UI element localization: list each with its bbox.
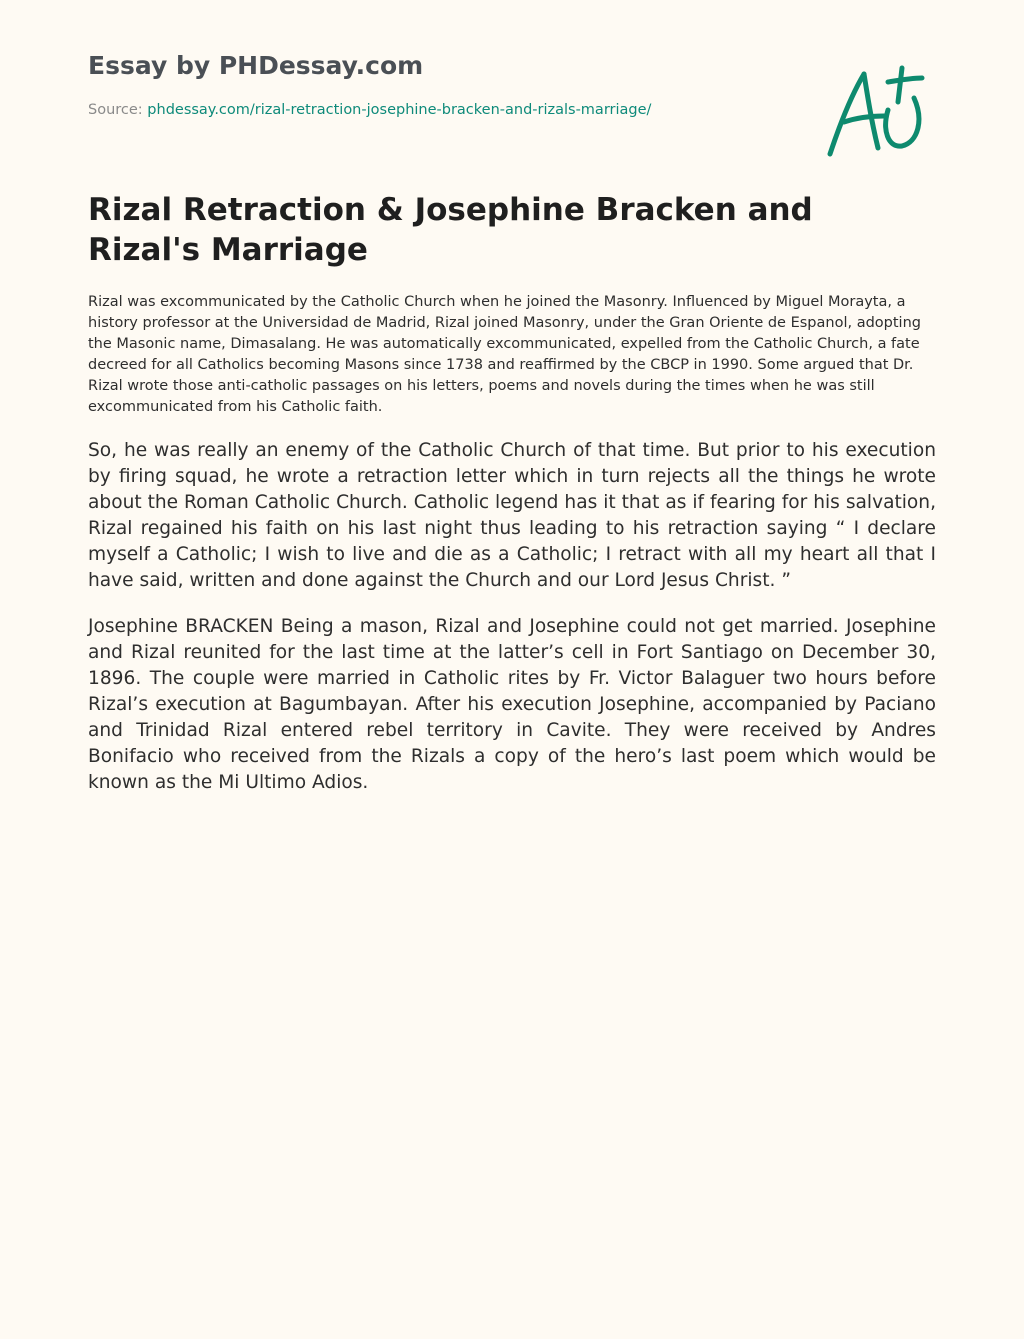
source-line (88, 100, 788, 120)
page-header (88, 50, 788, 120)
essay-title: Rizal Retraction & Josephine Bracken and Rizal's Marriage (88, 192, 813, 268)
a-plus-logo-icon (822, 64, 926, 160)
essay-paragraph-3: Josephine BRACKEN Being a mason, Rizal and Josephine could not get married. Josephine and Rizal reunited for the last time at the latter’s cell in Fort Santiago on December 30, 1896. The couple were married in Catholic rites by Fr. Victor Balaguer two hours before Rizal’s execution at Bagumbayan. After his execution Josephine, accompanied by Paciano and Trinidad Rizal entered rebel territory in Cavite. They were received by Andres Bonifacio who received from the Rizals a copy of the hero’s last poem which would be known as the Mi Ultimo Adios. (88, 616, 936, 793)
brand-title: Essay by PHDessay.com (88, 51, 424, 80)
source-link[interactable]: phdessay.com/rizal-retraction-josephine-bracken-and-rizals-marriage/ (147, 102, 652, 118)
source-label: Source: (88, 102, 148, 118)
essay-paragraph-2: So, he was really an enemy of the Catholic Church of that time. But prior to his execution by firing squad, he wrote a retraction letter which in turn rejects all the things he wrote about the Roman Catholic Church. Catholic legend has it that as if fearing for his salvation, Rizal regained his faith on his last night thus leading to his retraction saying “ I declare myself a Catholic; I wish to live and die as a Catholic; I retract with all my heart all that I have said, written and done against the Church and our Lord Jesus Christ. ” (88, 440, 936, 591)
essay-paragraph-1: Rizal was excommunicated by the Catholic Church when he joined the Masonry. Influenced by Miguel Morayta, a history professor at the Universidad de Madrid, Rizal joined Masonry, under the Gran Oriente de Espanol, adopting the Masonic name, Dimasalang. He was automatically excommunicated, expelled from the Catholic Church, a fate decreed for all Catholics becoming Masons since 1738 and reaffirmed by the CBCP in 1990. Some argued that Dr. Rizal wrote those anti-catholic passages on his letters, poems and novels during the times when he was still excommunicated from his Catholic faith. (88, 294, 921, 415)
